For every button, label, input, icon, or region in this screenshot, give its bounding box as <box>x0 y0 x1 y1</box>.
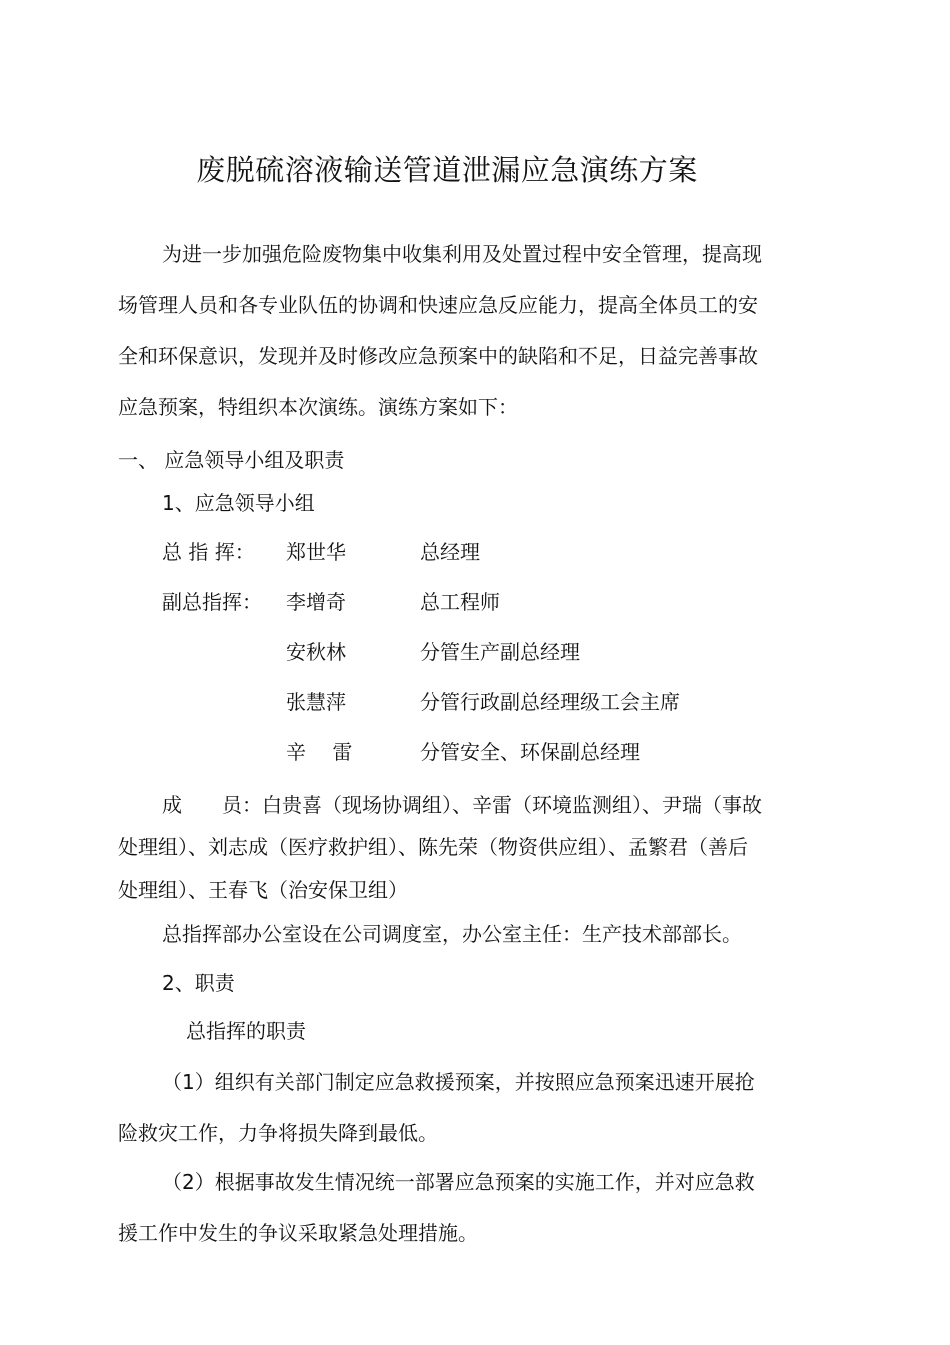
leader-role: 副总指挥： <box>162 590 262 614</box>
leader-name: 李增奇 <box>286 590 346 614</box>
members-line-1: 成 员：白贵喜（现场协调组）、辛雷（环境监测组）、尹瑞（事故 <box>162 793 762 817</box>
members-line-3: 处理组）、王春飞（治安保卫组） <box>118 878 408 902</box>
duty-line-2: 险救灾工作，力争将损失降到最低。 <box>118 1121 438 1145</box>
leader-title: 总经理 <box>420 540 480 564</box>
leader-name: 张慧萍 <box>286 690 346 714</box>
intro-line-1: 为进一步加强危险废物集中收集利用及处置过程中安全管理，提高现 <box>162 242 762 266</box>
duty-line-3: （2）根据事故发生情况统一部署应急预案的实施工作，并对应急救 <box>162 1170 755 1194</box>
intro-line-3: 全和环保意识，发现并及时修改应急预案中的缺陷和不足，日益完善事故 <box>118 344 758 368</box>
duty-line-4: 援工作中发生的争议采取紧急处理措施。 <box>118 1221 478 1245</box>
leader-name: 辛 雷 <box>286 740 363 764</box>
section-1-heading: 一、 应急领导小组及职责 <box>118 448 345 472</box>
duty-heading: 总指挥的职责 <box>186 1019 306 1043</box>
subsection-2-heading: 2、职责 <box>162 971 235 995</box>
document-title: 废脱硫溶液输送管道泄漏应急演练方案 <box>196 153 698 187</box>
leader-name: 郑世华 <box>286 540 346 564</box>
leader-title: 总工程师 <box>420 590 500 614</box>
intro-line-2: 场管理人员和各专业队伍的协调和快速应急反应能力，提高全体员工的安 <box>118 293 758 317</box>
intro-line-4: 应急预案，特组织本次演练。演练方案如下： <box>118 395 518 419</box>
leader-role: 总 指 挥： <box>162 540 255 564</box>
leader-title: 分管生产副总经理 <box>420 640 580 664</box>
subsection-1-heading: 1、应急领导小组 <box>162 491 315 515</box>
office-note: 总指挥部办公室设在公司调度室，办公室主任：生产技术部部长。 <box>162 922 742 946</box>
leader-name: 安秋林 <box>286 640 346 664</box>
leader-title: 分管行政副总经理级工会主席 <box>420 690 680 714</box>
members-line-2: 处理组）、刘志成（医疗救护组）、陈先荣（物资供应组）、孟繁君（善后 <box>118 835 748 859</box>
duty-line-1: （1）组织有关部门制定应急救援预案，并按照应急预案迅速开展抢 <box>162 1070 755 1094</box>
leader-title: 分管安全、环保副总经理 <box>420 740 640 764</box>
